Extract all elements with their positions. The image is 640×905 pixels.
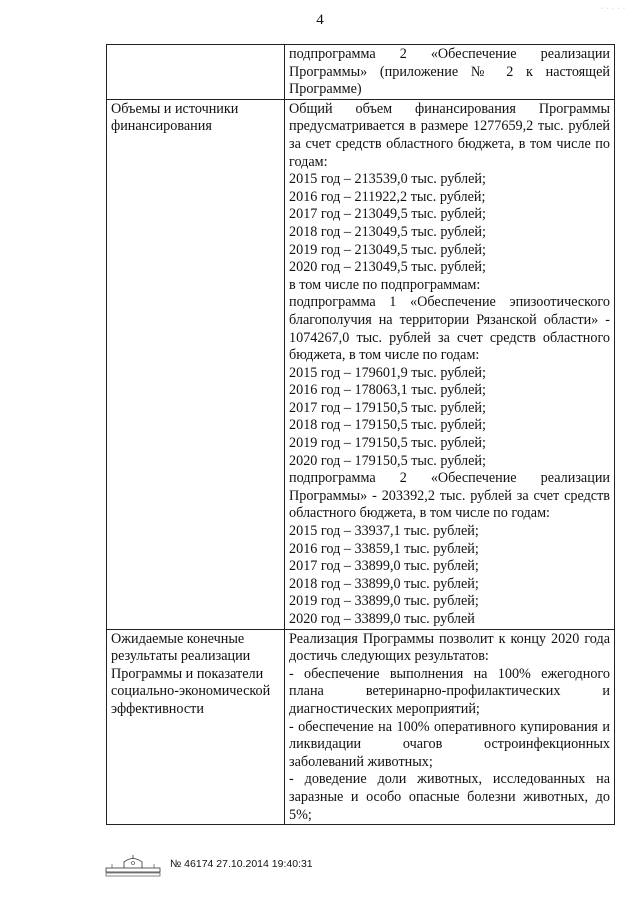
subprogram2-year-2018: 2018 год – 33899,0 тыс. рублей; <box>289 575 479 592</box>
row2-content <box>285 99 615 629</box>
subprogram1-year-2019: 2019 год – 179150,5 тыс. рублей; <box>289 435 486 452</box>
subprogram1-year-2017: 2017 год – 179150,5 тыс. рублей; <box>289 399 486 416</box>
subprogram1-text: подпрограмма 1 «Обеспечение эпизоотического благополучия на территории Рязанской области» - 1074267,0 тыс. рублей за счет средств областного бюджета, в том числе по годам: <box>289 294 610 364</box>
registry-stamp-logo-icon <box>104 854 162 878</box>
table-row <box>107 629 615 825</box>
financing-year-2017: 2017 год – 213049,5 тыс. рублей; <box>289 206 486 223</box>
financing-year-2016: 2016 год – 211922,2 тыс. рублей; <box>289 188 486 205</box>
financing-year-2020: 2020 год – 213049,5 тыс. рублей; <box>289 259 486 276</box>
result-item: - доведение доли животных, исследованных на заразные и особо опасные болезни животных, до 5%; <box>289 771 610 823</box>
subprogram1-year-2016: 2016 год – 178063,1 тыс. рублей; <box>289 382 486 399</box>
row1-content <box>285 45 615 100</box>
financing-year-2018: 2018 год – 213049,5 тыс. рублей; <box>289 223 486 240</box>
subprogram2-year-2019: 2019 год – 33899,0 тыс. рублей; <box>289 593 479 610</box>
page-number: 4 <box>316 12 324 28</box>
subprograms-intro: в том числе по подпрограммам: <box>289 276 481 293</box>
results-intro: Реализация Программы позволит к концу 2020 года достичь следующих результатов: <box>289 630 610 665</box>
financing-intro: Общий объем финансирования Программы предусматривается в размере 1277659,2 тыс. рублей за счет средств областного бюджета, в том числе по годам: <box>289 100 610 170</box>
subprogram2-year-2020: 2020 год – 33899,0 тыс. рублей <box>289 611 475 627</box>
row3-content <box>285 629 615 825</box>
subprogram2-year-2017: 2017 год – 33899,0 тыс. рублей; <box>289 558 479 575</box>
row1-content-text: подпрограмма 2 «Обеспечение реализации Программы» (приложение № 2 к настоящей Программе) <box>289 46 610 98</box>
subprogram1-year-2018: 2018 год – 179150,5 тыс. рублей; <box>289 417 486 434</box>
scan-corner-mark: · · · · · <box>601 6 626 12</box>
financing-year-2019: 2019 год – 213049,5 тыс. рублей; <box>289 241 486 258</box>
financing-year-2015: 2015 год – 213539,0 тыс. рублей; <box>289 171 486 188</box>
row1-label <box>107 45 285 100</box>
subprogram1-year-2020: 2020 год – 179150,5 тыс. рублей; <box>289 452 486 469</box>
subprogram1-year-2015: 2015 год – 179601,9 тыс. рублей; <box>289 364 486 381</box>
subprogram2-year-2015: 2015 год – 33937,1 тыс. рублей; <box>289 523 479 540</box>
subprogram2-text: подпрограмма 2 «Обеспечение реализации Программы» - 203392,2 тыс. рублей за счет средств областного бюджета, в том числе по годам: <box>289 470 610 522</box>
subprogram2-year-2016: 2016 год – 33859,1 тыс. рублей; <box>289 540 479 557</box>
row2-label: Объемы и источники финансирования <box>107 99 285 629</box>
row3-label: Ожидаемые конечные результаты реализации Программы и показатели социально-экономической эффективности <box>107 629 285 825</box>
result-item: - обеспечение выполнения на 100% ежегодного плана ветеринарно-профилактических и диагностических мероприятий; <box>289 665 610 717</box>
table-row <box>107 99 615 629</box>
table-row <box>107 45 615 100</box>
registration-stamp-text: № 46174 27.10.2014 19:40:31 <box>170 858 313 870</box>
program-passport-table <box>106 44 615 825</box>
result-item: - обеспечение на 100% оперативного купирования и ликвидации очагов остроинфекционных заболеваний животных; <box>289 718 610 770</box>
